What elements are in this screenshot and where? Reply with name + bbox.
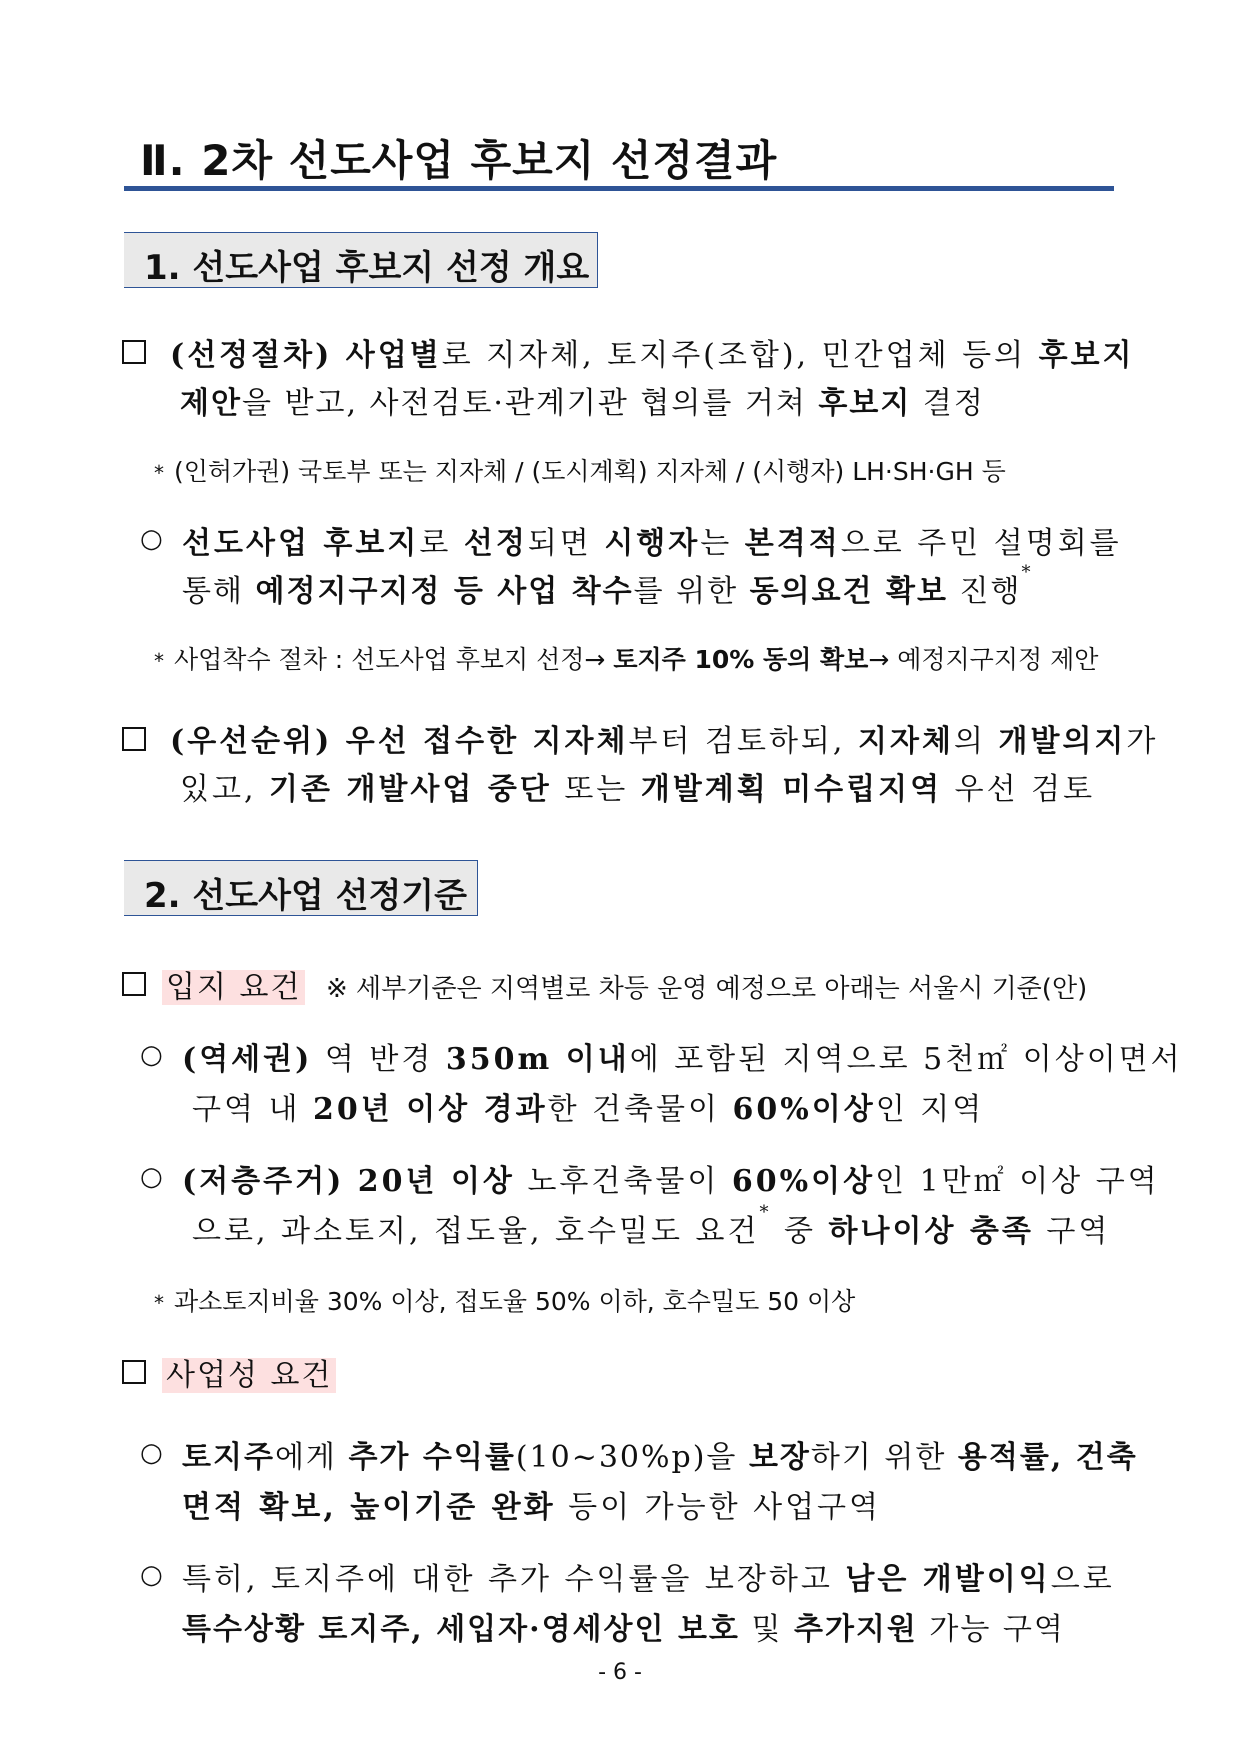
text-span: 사업착수 절차 : 선도사업 후보지 선정→ <box>174 645 614 674</box>
text-span: 구역 <box>1033 1214 1111 1249</box>
text-span: (우선순위) <box>170 724 346 759</box>
s2-d2-line1 <box>182 1554 1115 1598</box>
text-span: 시행자 <box>604 526 701 561</box>
section-1-title: 1. 선도사업 후보지 선정 개요 <box>144 248 590 288</box>
text-span: 기존 개발사업 중단 <box>269 772 552 807</box>
text-span: 보장 <box>748 1440 811 1475</box>
section-1-header <box>124 232 598 288</box>
text-span: 구역 내 <box>192 1092 314 1127</box>
s1-b2-line2 <box>182 562 1033 610</box>
s2-c2-line1 <box>182 1156 1160 1200</box>
text-span: 후보지 <box>1038 338 1135 373</box>
text-span: 우선 접수한 지자체 <box>345 724 629 759</box>
circle-bullet: ○ <box>140 1438 163 1468</box>
text-span: 진행 <box>947 574 1022 609</box>
location-requirement-title: 입지 요건 <box>162 970 305 1005</box>
text-span: 특히, 토지주에 대한 추가 수익률을 보장하고 <box>182 1562 846 1597</box>
circle-bullet: ○ <box>140 524 163 554</box>
text-span: 추가지원 <box>793 1612 918 1647</box>
text-span: → 예정지구지정 제안 <box>868 645 1099 674</box>
text-span: 중 <box>771 1214 829 1249</box>
s2-d1-line1 <box>182 1432 1138 1476</box>
footnote-marker: * <box>759 1202 772 1223</box>
text-span: 토지주 <box>182 1440 275 1475</box>
text-span: 60%이상 <box>731 1164 876 1199</box>
s2-d1-line2 <box>182 1482 881 1526</box>
text-span: 으로, 과소토지, 접도율, 호수밀도 요건 <box>192 1214 760 1249</box>
text-span: (저층주거) <box>182 1164 358 1199</box>
text-span: 추가 수익률 <box>348 1440 516 1475</box>
note-asterisk: * <box>154 649 164 673</box>
text-span: 로 지자체, 토지주(조합), 민간업체 등의 <box>441 338 1039 373</box>
text-span: 20년 이상 <box>357 1164 515 1199</box>
text-span: 의 <box>953 724 999 759</box>
text-span: 개발계획 미수립지역 <box>640 772 943 807</box>
circle-bullet: ○ <box>140 1040 163 1070</box>
s1-b1-line1 <box>170 330 1135 374</box>
text-span: 부터 검토하되, <box>628 724 858 759</box>
s2-c2-note <box>154 1282 855 1318</box>
footnote-marker: * <box>1021 562 1033 583</box>
text-span: 사업별 <box>345 338 442 373</box>
s1-b2-line1 <box>182 518 1122 562</box>
s2-c1-line2 <box>192 1084 984 1128</box>
text-span: 선도사업 후보지 <box>182 526 420 561</box>
text-span: 후보지 <box>818 386 912 421</box>
circle-bullet: ○ <box>140 1162 163 1192</box>
text-span: (역세권) <box>182 1042 313 1077</box>
text-span: 또는 <box>551 772 641 807</box>
text-span: 60%이상 <box>732 1092 876 1127</box>
page-number: - 6 - <box>598 1660 642 1685</box>
text-span: 용적률, 건축 <box>957 1440 1138 1475</box>
s2-location-line <box>162 962 305 1006</box>
square-bullet <box>122 340 146 364</box>
text-span: 우선 검토 <box>942 772 1096 807</box>
note-asterisk: * <box>154 1291 164 1315</box>
square-bullet <box>122 727 146 751</box>
text-span: 역 반경 <box>312 1042 446 1077</box>
text-span: 과소토지비율 30% 이상, 접도율 50% 이하, 호수밀도 50 이상 <box>174 1287 856 1316</box>
text-span: 을 받고, 사전검토·관계기관 협의를 거쳐 <box>241 386 819 421</box>
chapter-title-rule <box>124 186 1114 191</box>
s1-b3-line2 <box>180 764 1095 808</box>
s1-b2-note <box>154 640 1098 676</box>
text-span: 350m 이내 <box>445 1042 630 1077</box>
section-2-title: 2. 선도사업 선정기준 <box>144 876 467 916</box>
text-span: 노후건축물이 <box>514 1164 732 1199</box>
text-span: (인허가권) 국토부 또는 지자체 / (도시계획) 지자체 / (시행자) LH·SH·GH 등 <box>174 457 1006 486</box>
text-span: 토지주 10% 동의 확보 <box>613 645 869 674</box>
s1-b1-line2 <box>180 378 985 422</box>
text-span: 있고, <box>180 772 270 807</box>
text-span: 으로 주민 설명회를 <box>840 526 1122 561</box>
text-span: 예정지구지정 등 사업 착수 <box>255 574 634 609</box>
text-span: 및 <box>739 1612 794 1647</box>
square-bullet <box>122 972 146 996</box>
s2-d2-line2 <box>182 1604 1065 1648</box>
square-bullet <box>122 1360 146 1384</box>
s1-b1-note <box>154 452 1006 488</box>
text-span: 를 위한 <box>633 574 750 609</box>
text-span: 으로 <box>1050 1562 1115 1597</box>
s2-c2-line2 <box>192 1202 1111 1250</box>
circle-bullet: ○ <box>140 1560 163 1590</box>
s2-location-remark: ※ 세부기준은 지역별로 차등 운영 예정으로 아래는 서울시 기준(안) <box>326 974 1088 1004</box>
text-span: 에 포함된 지역으로 5천㎡ 이상이면서 <box>629 1042 1183 1077</box>
s2-biz-line <box>162 1350 336 1394</box>
text-span: 가 <box>1126 724 1159 759</box>
text-span: 특수상황 토지주, 세입자·영세상인 보호 <box>182 1612 740 1647</box>
business-requirement-title: 사업성 요건 <box>162 1358 336 1393</box>
text-span: 는 <box>700 526 745 561</box>
text-span: 제안 <box>180 386 242 421</box>
text-span: 하기 위한 <box>810 1440 958 1475</box>
section-2-header <box>124 860 478 916</box>
text-span: 결정 <box>911 386 985 421</box>
text-span: 면적 확보, 높이기준 완화 <box>182 1490 556 1525</box>
text-span: (선정절차) <box>170 338 346 373</box>
text-span: 에게 <box>274 1440 349 1475</box>
text-span: 지자체 <box>858 724 954 759</box>
text-span: 되면 <box>527 526 605 561</box>
chapter-title: Ⅱ. 2차 선도사업 후보지 선정결과 <box>140 136 778 185</box>
text-span: 동의요건 확보 <box>749 574 948 609</box>
note-asterisk: * <box>154 461 164 485</box>
text-span: (10~30%p)을 <box>515 1440 749 1475</box>
text-span: 20년 이상 경과 <box>313 1092 548 1127</box>
text-span: 인 1만㎡ 이상 구역 <box>875 1164 1160 1199</box>
s1-b3-line1 <box>170 716 1158 760</box>
s2-c1-line1 <box>182 1034 1183 1078</box>
text-span: 하나이상 충족 <box>828 1214 1034 1249</box>
text-span: 로 <box>419 526 464 561</box>
text-span: 인 지역 <box>875 1092 985 1127</box>
text-span: 남은 개발이익 <box>845 1562 1051 1597</box>
text-span: 한 건축물이 <box>547 1092 733 1127</box>
text-span: 본격적 <box>744 526 841 561</box>
text-span: 선정 <box>463 526 528 561</box>
text-span: 등이 가능한 사업구역 <box>555 1490 882 1525</box>
text-span: 통해 <box>182 574 256 609</box>
text-span: 가능 구역 <box>917 1612 1065 1647</box>
text-span: 개발의지 <box>998 724 1127 759</box>
